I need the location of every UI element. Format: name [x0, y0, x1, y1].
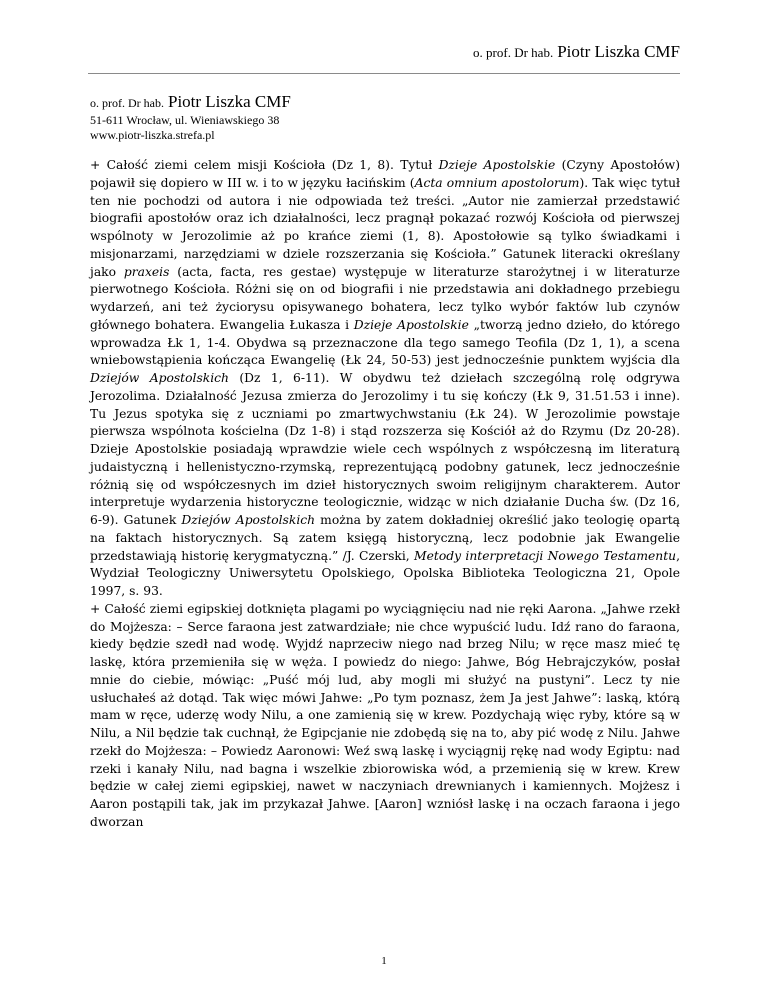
author-block	[90, 92, 291, 143]
text-run: (acta, facta, res gestae) występuje w literaturze starożytnej i w literaturze pierwotnego Kościoła. Różni się on od biografii i nie przedstawia ani dokładnego przebiegu wydarzeń, ani też życiorysu opisywanego bohatera, lecz tylko wybór faktów lub czynów głównego bohatera. Ewangelia Łukasza i	[90, 264, 680, 332]
running-header-name: Piotr Liszka CMF	[557, 42, 680, 61]
text-run: + Całość ziemi celem misji Kościoła (Dz 1, 8). Tytuł	[90, 158, 439, 172]
text-run: można by zatem dokładniej określić jako teologię opartą na faktach historycznych. Są zatem księgą historyczną, lecz podobnie jak Ewangelie przedstawiają historię kerygmatyczną.” /J. Czerski,	[90, 513, 680, 563]
author-prefix: o. prof. Dr hab.	[90, 96, 164, 110]
text-run: (Dz 1, 6-11). W obydwu też dziełach szczególną rolę odgrywa Jerozolima. Działalność Jezusa zmierza do Jerozolimy i tu się kończy (Łk 9, 31.51.53 i inne). Tu Jezus spotyka się z uczniami po zmartwychwstaniu (Łk 24). W Jerozolimie powstaje pierwsza wspólnota kościelna (Dz 1-8) i stąd rozszerza się Kościół aż do Rzymu (Dz 20-28). Dzieje Apostolskie posiadają wprawdzie wiele cech wspólnych z współczesną im literaturą judaistyczną i hellenistyczno-rzymską, reprezentującą podobny gatunek, lecz jednocześnie różnią się od współczesnych im dzieł historycznych swoim religijnym charakterem. Autor interpretuje wydarzenia historyczne teologicznie, widząc w nich działanie Ducha św. (Dz 16, 6-9). Gatunek	[90, 371, 680, 527]
italic-title: Dziejów Apostolskich	[90, 371, 229, 385]
author-name-line	[90, 92, 291, 113]
text-run: (Czyny Apostołów) pojawił się dopiero w III w. i to w języku łacińskim (	[90, 158, 680, 190]
paragraph-1	[90, 157, 680, 601]
body-text	[90, 157, 680, 832]
header-divider	[88, 73, 680, 74]
running-header-prefix: o. prof. Dr hab.	[473, 45, 554, 60]
text-run: „tworzą jedno dzieło, do którego wprowadza Łk 1, 1-4. Obydwa są przeznaczone dla tego samego Teofila (Dz 1, 1), a scena wniebowstąpienia kończąca Ewangelię (Łk 24, 50-53) jest jednocześnie punktem wyjścia dla	[90, 317, 681, 368]
author-address: 51-611 Wrocław, ul. Wieniawskiego 38	[90, 113, 280, 127]
italic-title: Metody interpretacji Nowego Testamentu	[414, 548, 677, 563]
italic-title: Dzieje Apostolskie	[438, 158, 556, 172]
running-header	[473, 42, 680, 62]
paragraph-2: + Całość ziemi egipskiej dotknięta plagami po wyciągnięciu nad nie ręki Aarona. „Jahwe rzekł do Mojżesza: – Serce faraona jest zatwardziałe; nie chce wypuścić ludu. Idź rano do faraona, kiedy będzie szedł nad wodę. Wyjdź naprzeciw niego nad brzeg Nilu; w ręce masz mieć tę laskę, która przemieniła się w węża. I powiedz do niego: Jahwe, Bóg Hebrajczyków, posłał mnie do ciebie, mówiąc: „Puść mój lud, aby mogli mi służyć na pustyni”. Lecz ty nie usłuchałeś aż dotąd. Tak więc mówi Jahwe: „Po tym poznasz, żem Ja jest Jahwe”: laską, którą mam w ręce, uderzę wody Nilu, a one zamienią się w krew. Pozdychają więc ryby, które są w Nilu, a Nil będzie tak cuchnął, że Egipcjanie nie zdobędą się na to, aby pić wodę z Nilu. Jahwe rzekł do Mojżesza: – Powiedz Aaronowi: Weź swą laskę i wyciągnij rękę nad wody Egiptu: nad rzeki i kanały Nilu, nad bagna i wszelkie zbiorowiska wód, a przemienią się w krew. Krew będzie w całej ziemi egipskiej, nawet w naczyniach drewnianych i kamiennych. Mojżesz i Aaron postąpili tak, jak im przykazał Jahwe. [Aaron] wzniósł laskę i na oczach faraona i jego dworzan	[90, 601, 680, 829]
italic-title: Acta omnium apostolorum	[414, 175, 580, 190]
author-name: Piotr Liszka CMF	[167, 92, 291, 111]
page-number: 1	[381, 955, 387, 967]
italic-title: Dziejów Apostolskich	[181, 513, 316, 527]
text-run: , Wydział Teologiczny Uniwersytetu Opolskiego, Opolska Biblioteka Teologiczna 21, Opole 1997, s. 93.	[90, 548, 681, 598]
author-website: www.piotr-liszka.strefa.pl	[90, 128, 215, 142]
text-run: ). Tak więc tytuł ten nie pochodzi od autora i nie odpowiada też treści. „Autor nie zamierzał przedstawić biografii apostołów oraz ich działalności, lecz pragnął pokazać rozwój Kościoła od pierwszej wspólnoty w Jerozolimie aż po krańce ziemi (1, 8). Apostołowie są tylko świadkami i misjonarzami, narzędziami w dziele rozszerzania się Kościoła.” Gatunek literacki określany jako	[90, 175, 680, 279]
italic-term: praxeis	[123, 264, 170, 279]
italic-title: Dzieje Apostolskie	[353, 317, 469, 332]
